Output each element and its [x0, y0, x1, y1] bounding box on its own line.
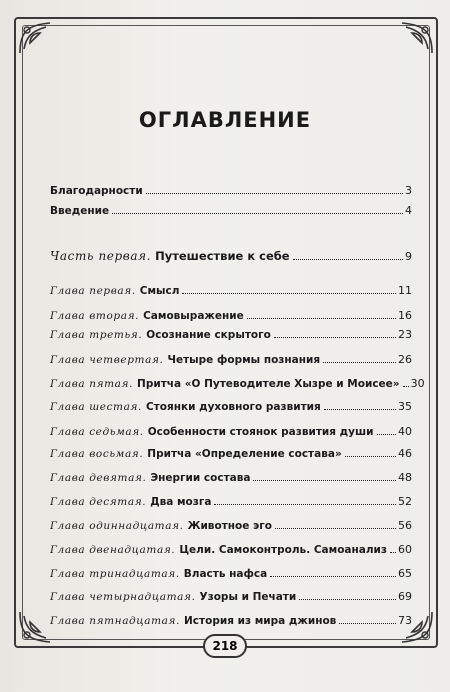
toc-entry[interactable]: [50, 353, 412, 371]
toc-entry-name: Притча «Определение состава»: [147, 448, 342, 460]
toc-entry-page: 9: [405, 250, 412, 263]
toc-entry[interactable]: [50, 614, 412, 632]
toc-entry-label: Глава одиннадцатая.: [50, 520, 184, 532]
toc-entry-label: Глава двенадцатая.: [50, 544, 176, 556]
dot-leader: [390, 552, 396, 553]
toc-entry-name: Энергии состава: [150, 472, 251, 484]
toc-entry-page: 16: [398, 309, 412, 322]
toc-entry[interactable]: [50, 543, 412, 561]
toc-entry-page: 48: [398, 471, 412, 484]
toc-entry[interactable]: [50, 309, 412, 327]
dot-leader: [345, 456, 396, 457]
dot-leader: [323, 362, 396, 363]
page-title: ОГЛАВЛЕНИЕ: [138, 108, 312, 132]
dot-leader: [182, 293, 396, 294]
dot-leader: [324, 409, 396, 410]
dot-leader: [339, 623, 396, 624]
toc-entry[interactable]: [50, 284, 412, 302]
toc-entry-page: 65: [398, 567, 412, 580]
toc-entry[interactable]: [50, 184, 412, 202]
corner-ornament-icon: [18, 610, 52, 644]
toc-entry-name: Благодарности: [50, 185, 143, 197]
toc-entry-page: 35: [398, 400, 412, 413]
toc-entry-page: 30: [410, 377, 425, 390]
toc-entry-page: 56: [398, 519, 412, 532]
toc-entry-name: Животное эго: [187, 520, 272, 532]
toc-entry-label: Глава пятнадцатая.: [50, 615, 181, 627]
corner-ornament-icon: [18, 21, 52, 55]
toc-entry-name: Введение: [50, 205, 110, 217]
toc-entry-name: Путешествие к себе: [155, 249, 290, 263]
toc-entry-label: Глава третья.: [50, 329, 143, 341]
toc-entry-label: Глава тринадцатая.: [50, 568, 180, 580]
toc-entry-part[interactable]: [50, 249, 412, 267]
toc-entry[interactable]: [50, 400, 412, 418]
toc-entry-page: 23: [398, 328, 412, 341]
toc-entry[interactable]: [50, 495, 412, 513]
toc-entry-label: Глава восьмая.: [50, 448, 144, 460]
dot-leader: [146, 193, 403, 194]
toc-entry[interactable]: [50, 519, 412, 537]
toc-entry-label: Глава седьмая.: [50, 426, 144, 438]
dot-leader: [270, 576, 396, 577]
toc-entry-label: Глава пятая.: [50, 378, 134, 390]
toc-entry[interactable]: [50, 567, 412, 585]
toc-entry-page: 11: [398, 284, 412, 297]
toc-entry-name: Цели. Самоконтроль. Самоанализ: [179, 544, 388, 556]
toc-entry-name: История из мира джинов: [184, 615, 337, 627]
toc-entry-page: 60: [398, 543, 413, 556]
toc-entry-label: Глава четвертая.: [50, 354, 164, 366]
dot-leader: [253, 480, 396, 481]
dot-leader: [112, 213, 403, 214]
toc-entry[interactable]: [50, 328, 412, 346]
toc-entry-name: Осознание скрытого: [146, 329, 271, 341]
toc-entry-page: 40: [398, 425, 412, 438]
toc-entry-name: Два мозга: [150, 496, 212, 508]
dot-leader: [293, 259, 403, 260]
toc-entry-page: 46: [398, 447, 412, 460]
page-number: 218: [203, 634, 247, 658]
toc-entry-label: Глава вторая.: [50, 310, 140, 322]
toc-entry-name: Четыре формы познания: [167, 354, 321, 366]
toc-entry-label: Глава шестая.: [50, 401, 142, 413]
dot-leader: [214, 504, 396, 505]
dot-leader: [274, 337, 396, 338]
dot-leader: [247, 318, 396, 319]
toc-entry-page: 4: [405, 204, 412, 217]
toc-entry-name: Стоянки духовного развития: [145, 401, 321, 413]
dot-leader: [275, 528, 396, 529]
toc-entry[interactable]: [50, 377, 425, 395]
toc-entry[interactable]: [50, 425, 412, 443]
toc-entry-label: Глава четырнадцатая.: [50, 591, 196, 603]
toc-entry-name: Самовыражение: [143, 310, 244, 322]
corner-ornament-icon: [400, 21, 434, 55]
toc-entry-page: 73: [398, 614, 412, 627]
dot-leader: [377, 434, 397, 435]
toc-entry-page: 3: [405, 184, 412, 197]
toc-entry[interactable]: [50, 471, 412, 489]
dot-leader: [403, 386, 409, 387]
toc-entry-name: Смысл: [139, 285, 180, 297]
toc-entry-name: Особенности стоянок развития души: [147, 426, 374, 438]
toc-entry[interactable]: [50, 204, 412, 222]
toc-entry-page: 69: [398, 590, 412, 603]
toc-entry[interactable]: [50, 447, 412, 465]
toc-entry-page: 52: [398, 495, 412, 508]
toc-entry-label: Глава девятая.: [50, 472, 147, 484]
dot-leader: [299, 599, 396, 600]
toc-entry-name: Узоры и Печати: [199, 591, 297, 603]
toc-entry[interactable]: [50, 590, 412, 608]
toc-entry-label: Глава десятая.: [50, 496, 147, 508]
toc-entry-label: Глава первая.: [50, 285, 136, 297]
toc-entry-page: 26: [398, 353, 412, 366]
toc-entry-name: Власть нафса: [183, 568, 268, 580]
toc-entry-label: Часть первая.: [50, 249, 152, 263]
toc-entry-name: Притча «О Путеводителе Хызре и Моисее»: [137, 378, 400, 390]
